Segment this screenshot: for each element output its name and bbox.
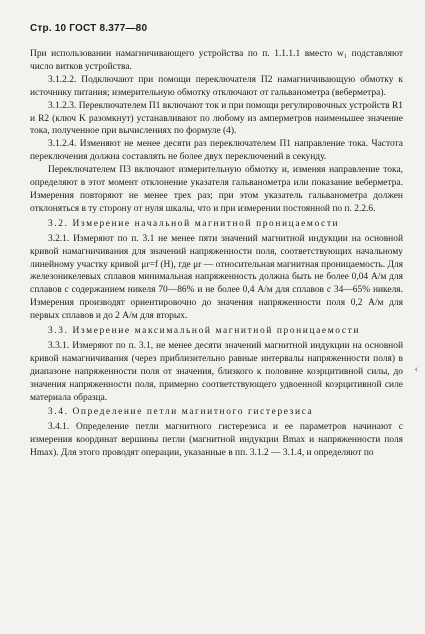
paragraph-3-4-1: 3.4.1. Определение петли магнитного гистерезиса и ее параметров начинают с измерения координат вершины петли (магнитной индукции Bmax и напряженности поля Hmax). Для этого проводят операции, указанные в пп. 3.1.2 — 3.1.4, и определяют по (30, 422, 403, 459)
paragraph-3-3-1: 3.3.1. Измеряют по п. 3.1, не менее десяти значений магнитной индукции на основной кривой намагничивания (через приблизительно равные интервалы напряженности поля) в диапазоне напряженности поля от значения, близкого к половине коэрцитивной силы, до значения напряженности поля, примерно соответствующего удвоенной коэрцитивной силе материала образца. (30, 340, 403, 403)
paragraph-switch-p3: Переключателем П3 включают измерительную обмотку и, изменяя направление тока, определяют в этот момент отклонение указателя гальванометра или показание веберметра. Измерения повторяют не менее трех раз; при этом указатель гальванометра должен отклоняться в ту сторону от нуля шкалы, что и при измерении постоянной по п. 2.2.6. (30, 165, 403, 214)
margin-mark: ‹ (414, 364, 418, 375)
paragraph-continuation: При использовании намагничивающего устройства по п. 1.1.1.1 вместо w₁ подставляют число витков устройства. (30, 49, 403, 72)
page-header: Стр. 10 ГОСТ 8.377—80 (30, 23, 148, 34)
paragraph-3-1-2-3: 3.1.2.3. Переключателем П1 включают ток и при помощи регулировочных устройств R1 и R2 (ключ K разомкнут) устанавливают по любому из амперметров наименьшее значение тока, полученное при вычислениях по формуле (4). (30, 100, 403, 137)
paragraph-3-1-2-2: 3.1.2.2. Подключают при помощи переключателя П2 намагничивающую обмотку к источнику питания; измерительную обмотку отключают от гальванометра (веберметра). (30, 74, 403, 98)
section-heading-3-3: 3.3. Измерение максимальной магнитной проницаемости (48, 326, 360, 337)
section-heading-3-4: 3.4. Определение петли магнитного гистерезиса (48, 407, 314, 418)
page-body (30, 48, 403, 460)
paragraph-3-1-2-4: 3.1.2.4. Изменяют не менее десяти раз переключателем П1 направление тока. Частота переключения должна составлять не более двух переключений в секунду. (30, 139, 403, 163)
section-heading-3-2: 3.2. Измерение начальной магнитной проницаемости (48, 218, 340, 229)
paragraph-3-2-1: 3.2.1. Измеряют по п. 3.1 не менее пяти значений магнитной индукции на основной кривой намагничивания для значений напряженности поля, соответствующих начальному линейному участку кривой μr=f (H), где μr — относительная магнитная проницаемость. Для железоникелевых сплавов минимальная напряженность должна быть не более 0,04 А/м для сплавов с содержанием никеля 70—86% и не более 0,4 А/м для сплавов с 34—65% никеля. Измерения производят ориентировочно до значения напряженности поля 0,2 А/м для первых сплавов и до 2 А/м для вторых. (30, 233, 403, 322)
